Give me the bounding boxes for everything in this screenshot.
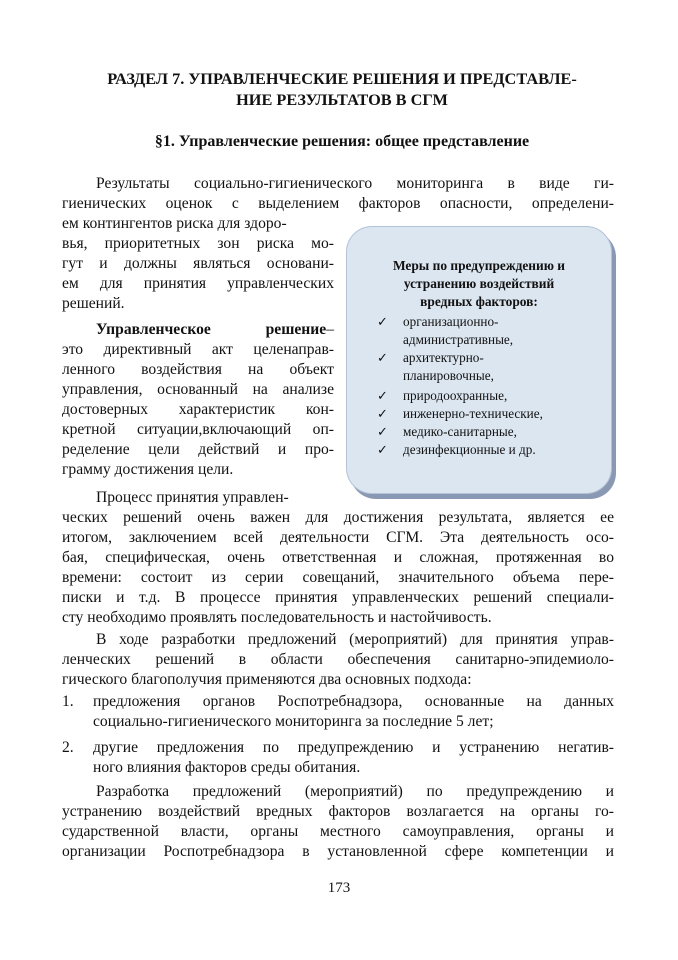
checkmark-icon: ✓ xyxy=(377,314,389,329)
callout-title-line: вредных факторов: xyxy=(420,294,538,309)
paragraph-3-line: сту необходимо проявлять последовательность и настойчивость. xyxy=(62,609,492,626)
paragraph-4-line: гического благополучия применяются два основных подхода: xyxy=(62,671,472,688)
paragraph-3-line: времени: состоит из серии совещаний, значительного объема пере- xyxy=(62,569,614,586)
callout-title-line: устранению воздействий xyxy=(403,276,555,291)
paragraph-3-line: бая, специфическая, очень ответственная и сложная, протяженная во xyxy=(62,549,614,566)
callout-item-text: инженерно-технические, xyxy=(403,406,543,421)
checkmark-icon: ✓ xyxy=(377,442,389,457)
callout-item-text: организационно- xyxy=(403,314,499,329)
list-item-number: 2. xyxy=(62,739,74,756)
callout-item-text: планировочные, xyxy=(403,368,494,383)
paragraph-5-line: Разработка предложений (мероприятий) по предупреждению и xyxy=(96,783,614,800)
paragraph-1-line: Результаты социально-гигиенического мониторинга в виде ги- xyxy=(96,175,614,192)
paragraph-2-line: грамму достижения цели. xyxy=(62,461,234,478)
callout-title-line: Меры по предупреждению и xyxy=(392,258,566,273)
paragraph-5-line: устранению воздействий вредных факторов возлагается на органы го- xyxy=(62,803,614,820)
paragraph-3-line: ческих решений очень важен для достижения результата, является ее xyxy=(62,509,614,526)
paragraph-2-line: кретной ситуации,включающий оп- xyxy=(62,421,334,438)
callout-item-text: природоохранные, xyxy=(403,388,508,403)
callout-item-text: архитектурно- xyxy=(403,350,484,365)
section-title: §1. Управленческие решения: общее представление xyxy=(154,133,530,150)
list-item-line: ного влияния факторов среды обитания. xyxy=(93,759,361,776)
paragraph-5-line: организации Роспотребнадзора в установленной сфере компетенции и xyxy=(62,843,614,860)
list-item-number: 1. xyxy=(62,693,74,710)
paragraph-4-line: В ходе разработки предложений (мероприятий) для принятия управ- xyxy=(96,631,614,648)
checkmark-icon: ✓ xyxy=(377,350,389,365)
checkmark-icon: ✓ xyxy=(377,388,389,403)
callout-title xyxy=(347,257,611,311)
callout-item-text: медико-санитарные, xyxy=(403,424,517,439)
paragraph-5-line: сударственной власти, органы местного самоуправления, органы и xyxy=(62,823,614,840)
paragraph-2-line: достоверных характеристик кон- xyxy=(62,401,334,418)
paragraph-2-line: ределение цели действий и про- xyxy=(62,441,334,458)
chapter-title xyxy=(62,68,622,110)
paragraph-1-line: ем для принятия управленческих xyxy=(62,275,334,292)
paragraph-4-line: ленческих решений в области обеспечения санитарно-эпидемиоло- xyxy=(62,651,614,668)
list-item-line: предложения органов Роспотребнадзора, основанные на данных xyxy=(93,693,614,710)
paragraph-1-line: гиенических оценок с выделением факторов опасности, определени- xyxy=(62,195,614,212)
list-item-line: другие предложения по предупреждению и устранению негатив- xyxy=(93,739,614,756)
paragraph-1-line: ем контингентов риска для здоро- xyxy=(62,215,287,232)
chapter-title-line-1: РАЗДЕЛ 7. УПРАВЛЕНЧЕСКИЕ РЕШЕНИЯ И ПРЕДСТАВЛЕ- xyxy=(107,69,577,88)
chapter-title-line-2: НИЕ РЕЗУЛЬТАТОВ В СГМ xyxy=(236,90,448,109)
paragraph-3-line: Процесс принятия управлен- xyxy=(96,489,289,506)
callout-item-text: административные, xyxy=(403,332,514,347)
paragraph-1-line: гут и должны являться основани- xyxy=(62,255,334,272)
paragraph-1-line: решений. xyxy=(62,295,125,312)
term-dash: – xyxy=(326,321,334,338)
checkmark-icon: ✓ xyxy=(377,424,389,439)
paragraph-1-line: вья, приоритетных зон риска мо- xyxy=(62,235,334,252)
checkmark-icon: ✓ xyxy=(377,406,389,421)
paragraph-2-first-line xyxy=(96,320,334,340)
measures-callout-box xyxy=(346,226,612,494)
paragraph-2-line: это директивный акт целенаправ- xyxy=(62,341,334,358)
paragraph-2-line: управления, основанный на анализе xyxy=(62,381,334,398)
term-bold: Управленческое решение xyxy=(96,321,327,338)
paragraph-2-line: ленного воздействия на объект xyxy=(62,361,334,378)
callout-item-text: дезинфекционные и др. xyxy=(403,442,536,457)
paragraph-3-line: писки и т.д. В процессе принятия управленческих решений специали- xyxy=(62,589,614,606)
paragraph-3-line: итогом, заключением всей деятельности СГМ. Эта деятельность осо- xyxy=(62,529,614,546)
page-number: 173 xyxy=(327,880,351,896)
list-item-line: социально-гигиенического мониторинга за последние 5 лет; xyxy=(93,713,494,730)
